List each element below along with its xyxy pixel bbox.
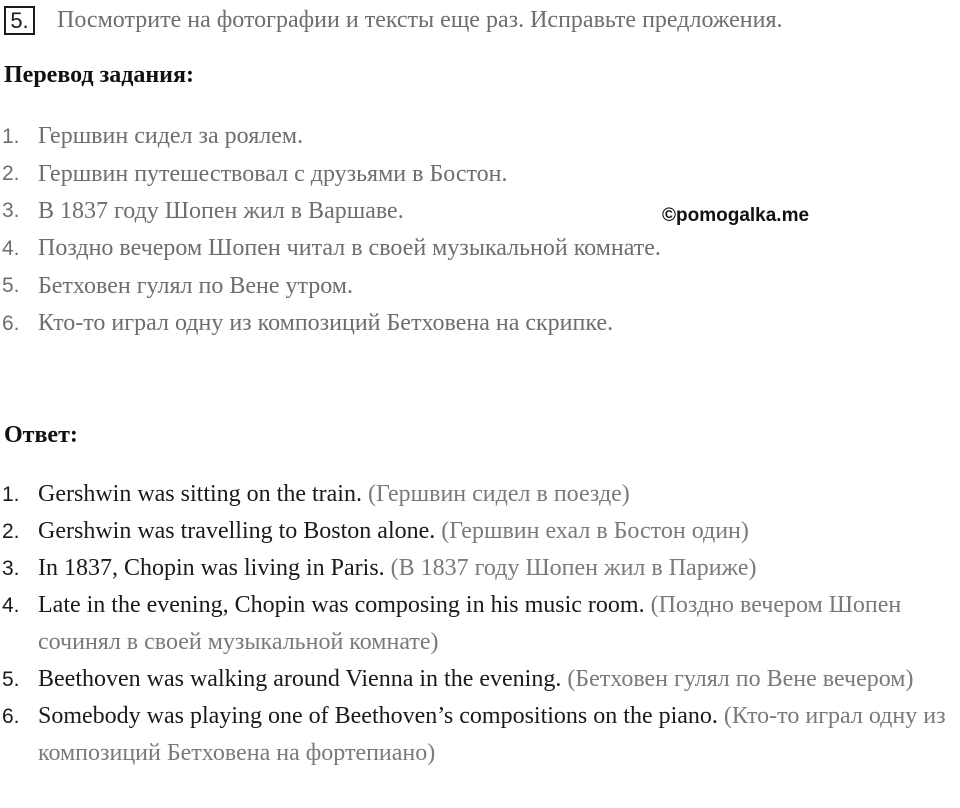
- item-number: 3.: [2, 199, 20, 223]
- answer-english: Gershwin was sitting on the train.: [38, 481, 362, 507]
- answer-text: [38, 550, 960, 587]
- answer-item: [0, 661, 960, 698]
- answer-text: [38, 698, 960, 772]
- translation-item: [0, 193, 661, 230]
- task-number: 5.: [4, 6, 35, 35]
- answer-russian: (Кто-то играл одну из композиций Бетховена на фортепиано): [38, 703, 946, 766]
- task-instruction: Посмотрите на фотографии и тексты еще раз. Исправьте предложения.: [57, 6, 783, 33]
- answer-heading: Ответ:: [4, 422, 78, 448]
- answer-english: Late in the evening, Chopin was composing in his music room.: [38, 592, 645, 618]
- answer-english: In 1837, Chopin was living in Paris.: [38, 555, 385, 581]
- answer-russian: (Бетховен гулял по Вене вечером): [567, 666, 914, 692]
- item-number: 2.: [2, 520, 20, 543]
- translation-item: [0, 230, 661, 267]
- answer-russian: (В 1837 году Шопен жил в Париже): [390, 555, 757, 581]
- answer-item: [0, 698, 960, 772]
- item-text: Гершвин путешествовал с друзьями в Бостон.: [38, 160, 508, 187]
- item-number: 2.: [2, 162, 20, 186]
- item-text: Гершвин сидел за роялем.: [38, 123, 304, 150]
- item-number: 4.: [2, 594, 20, 617]
- item-number: 5.: [2, 668, 20, 691]
- watermark: ©pomogalka.me: [662, 205, 810, 226]
- answer-list: [0, 476, 960, 772]
- answer-item: [0, 587, 960, 661]
- answer-text: [38, 476, 960, 513]
- item-number: 4.: [2, 236, 20, 260]
- answer-item: [0, 550, 960, 587]
- item-text: Бетховен гулял по Вене утром.: [38, 272, 353, 299]
- answer-english: Somebody was playing one of Beethoven’s compositions on the piano.: [38, 703, 718, 729]
- translation-item: [0, 118, 661, 155]
- answer-item: [0, 513, 960, 550]
- answer-english: Gershwin was travelling to Boston alone.: [38, 518, 436, 544]
- answer-english: Beethoven was walking around Vienna in the evening.: [38, 666, 562, 692]
- item-number: 1.: [2, 483, 20, 506]
- item-number: 5.: [2, 274, 20, 298]
- item-text: Кто-то играл одну из композиций Бетховена на скрипке.: [38, 310, 614, 337]
- answer-text: [38, 513, 960, 550]
- translation-item: [0, 155, 661, 192]
- answer-russian: (Гершвин ехал в Бостон один): [441, 518, 749, 544]
- item-number: 6.: [2, 705, 20, 728]
- translation-item: [0, 268, 661, 305]
- task-header: [4, 2, 782, 38]
- item-number: 3.: [2, 557, 20, 580]
- item-number: 6.: [2, 311, 20, 335]
- answer-russian: (Поздно вечером Шопен сочинял в своей музыкальной комнате): [38, 592, 902, 655]
- item-text: Поздно вечером Шопен читал в своей музыкальной комнате.: [38, 235, 661, 262]
- translation-heading: Перевод задания:: [4, 62, 194, 88]
- answer-text: [38, 587, 960, 661]
- answer-russian: (Гершвин сидел в поезде): [367, 481, 630, 507]
- translation-item: [0, 305, 661, 342]
- item-text: В 1837 году Шопен жил в Варшаве.: [38, 197, 404, 224]
- answer-item: [0, 476, 960, 513]
- translation-list: [0, 118, 661, 342]
- item-number: 1.: [2, 124, 20, 148]
- answer-text: [38, 661, 960, 698]
